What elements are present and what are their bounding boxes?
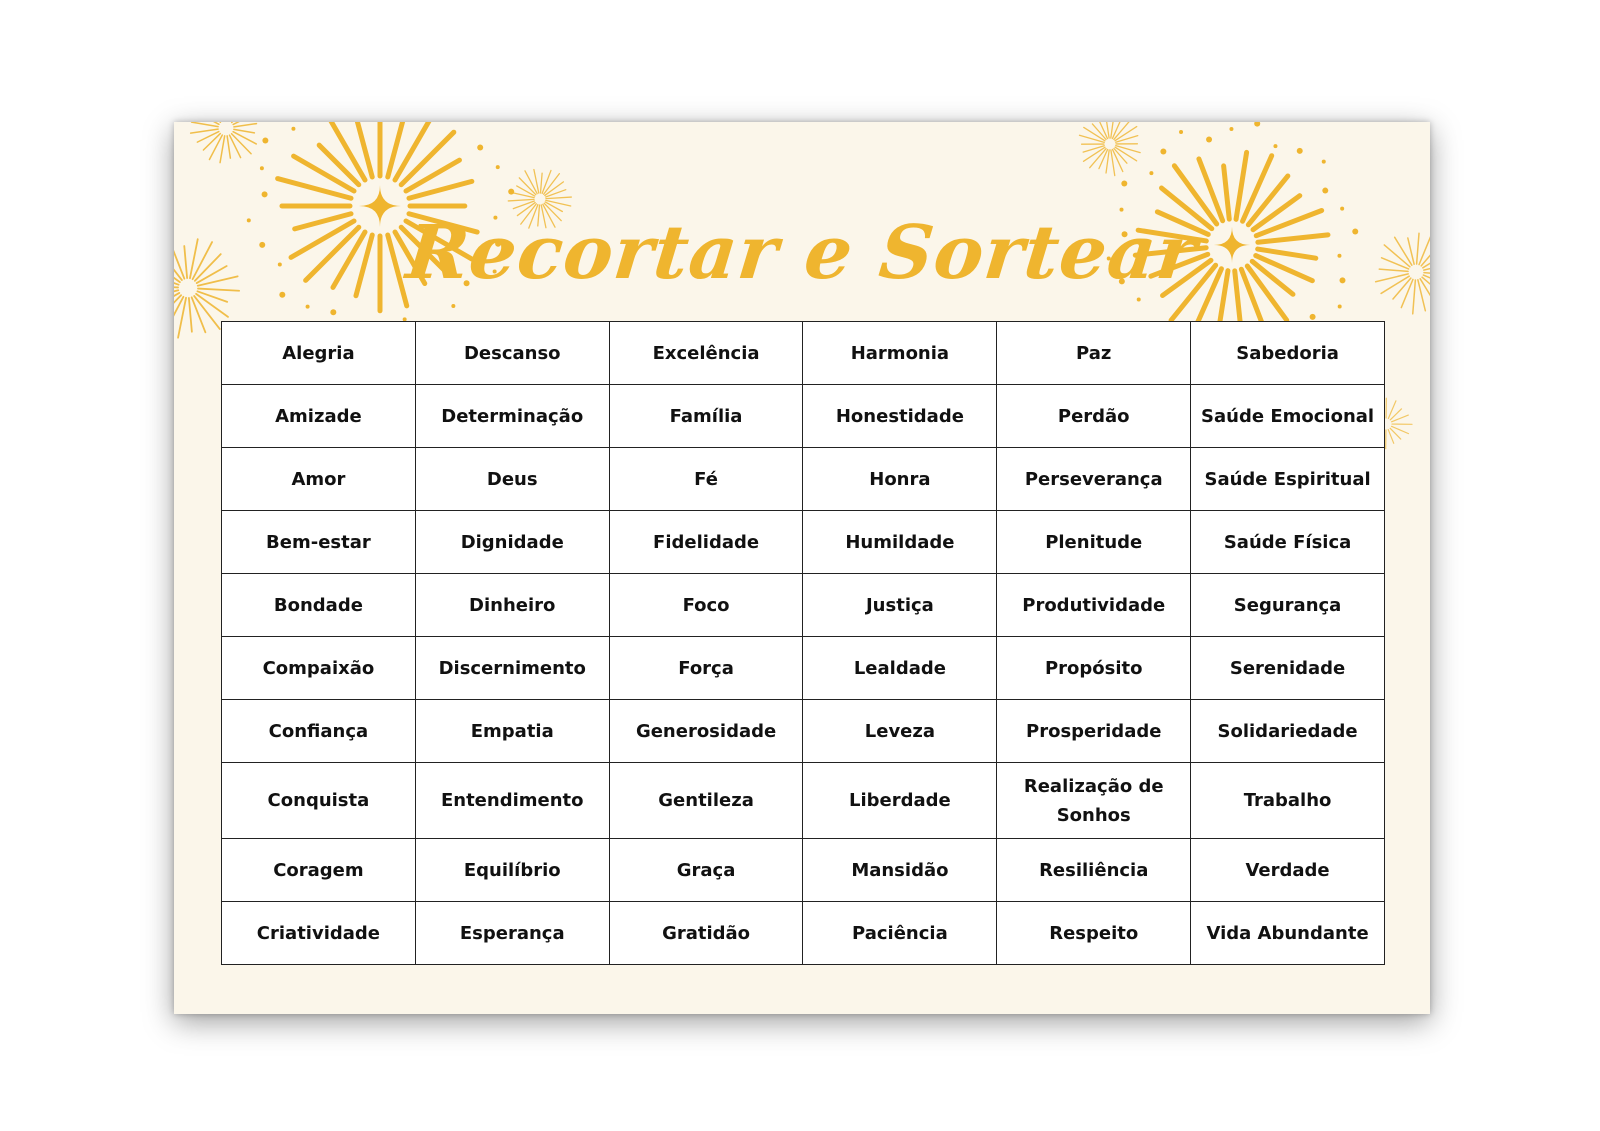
word-cell: Foco (609, 574, 803, 637)
word-cell: Segurança (1191, 574, 1385, 637)
table-row (222, 511, 1385, 574)
word-cell: Trabalho (1191, 763, 1385, 839)
table-row (222, 839, 1385, 902)
word-cell: Saúde Física (1191, 511, 1385, 574)
table-row (222, 637, 1385, 700)
word-cell: Esperança (415, 902, 609, 965)
word-cell: Verdade (1191, 839, 1385, 902)
word-cell: Plenitude (997, 511, 1191, 574)
word-cell: Gentileza (609, 763, 803, 839)
firework-burst-icon (1079, 122, 1140, 176)
word-cell: Saúde Espiritual (1191, 448, 1385, 511)
word-cell: Bem-estar (222, 511, 416, 574)
word-cell: Saúde Emocional (1191, 385, 1385, 448)
word-cell: Compaixão (222, 637, 416, 700)
word-cell: Generosidade (609, 700, 803, 763)
page-title: Recortar e Sortear (402, 210, 1202, 296)
table-row (222, 448, 1385, 511)
table-row (222, 700, 1385, 763)
word-cell: Família (609, 385, 803, 448)
word-cell: Realização de Sonhos (997, 763, 1191, 839)
table-row (222, 763, 1385, 839)
word-cell: Liberdade (803, 763, 997, 839)
word-cell: Força (609, 637, 803, 700)
word-cell: Entendimento (415, 763, 609, 839)
word-cell: Resiliência (997, 839, 1191, 902)
word-cell: Graça (609, 839, 803, 902)
word-cell: Discernimento (415, 637, 609, 700)
word-cell: Descanso (415, 322, 609, 385)
firework-burst-icon (191, 122, 257, 163)
word-cell: Gratidão (609, 902, 803, 965)
table-row (222, 385, 1385, 448)
word-cell: Paz (997, 322, 1191, 385)
word-cell: Respeito (997, 902, 1191, 965)
word-cell: Humildade (803, 511, 997, 574)
word-cell: Mansidão (803, 839, 997, 902)
table-row (222, 322, 1385, 385)
word-cell: Lealdade (803, 637, 997, 700)
word-cell: Amor (222, 448, 416, 511)
word-cell: Harmonia (803, 322, 997, 385)
word-cell: Paciência (803, 902, 997, 965)
word-cell: Coragem (222, 839, 416, 902)
table-row (222, 902, 1385, 965)
word-cell: Alegria (222, 322, 416, 385)
word-cell: Perdão (997, 385, 1191, 448)
word-cell: Criatividade (222, 902, 416, 965)
word-cell: Dignidade (415, 511, 609, 574)
printable-sheet (174, 122, 1430, 1014)
word-cell: Honra (803, 448, 997, 511)
word-cell: Fidelidade (609, 511, 803, 574)
word-cell: Serenidade (1191, 637, 1385, 700)
word-cell: Vida Abundante (1191, 902, 1385, 965)
word-cell: Deus (415, 448, 609, 511)
word-cell: Empatia (415, 700, 609, 763)
table-row (222, 574, 1385, 637)
word-cell: Conquista (222, 763, 416, 839)
word-cell: Honestidade (803, 385, 997, 448)
word-cell: Propósito (997, 637, 1191, 700)
word-cell: Equilíbrio (415, 839, 609, 902)
word-cell: Confiança (222, 700, 416, 763)
word-cell: Sabedoria (1191, 322, 1385, 385)
word-cell: Perseverança (997, 448, 1191, 511)
word-cell: Amizade (222, 385, 416, 448)
word-cell: Dinheiro (415, 574, 609, 637)
word-cell: Excelência (609, 322, 803, 385)
word-cell: Solidariedade (1191, 700, 1385, 763)
word-grid (221, 321, 1385, 965)
word-cell: Leveza (803, 700, 997, 763)
word-cell: Justiça (803, 574, 997, 637)
word-cell: Produtividade (997, 574, 1191, 637)
word-cell: Bondade (222, 574, 416, 637)
word-cell: Determinação (415, 385, 609, 448)
word-cell: Fé (609, 448, 803, 511)
word-cell: Prosperidade (997, 700, 1191, 763)
